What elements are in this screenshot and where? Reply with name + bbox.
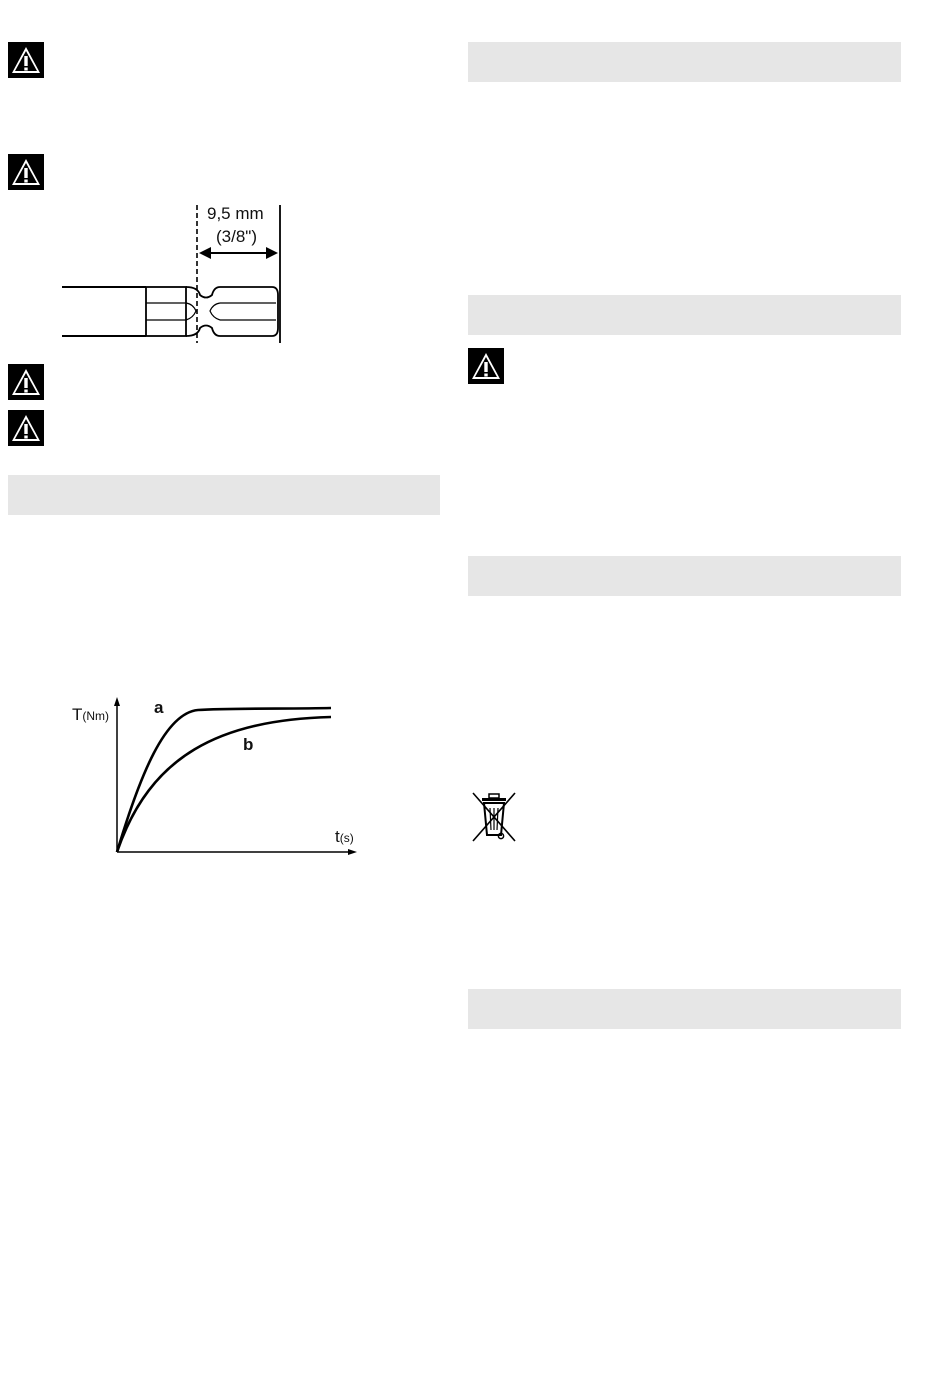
section-header-bar [468,556,901,596]
y-axis-unit: (Nm) [82,709,110,723]
curve-a-label: a [154,698,164,717]
warning-icon [8,42,44,78]
warning-icon [468,348,504,384]
section-header-bar [468,42,901,82]
warning-icon [8,154,44,190]
bit-dimension-figure [60,200,310,345]
x-axis-label: t(s) [335,827,354,846]
y-axis-label: T(Nm) [72,705,110,724]
curve-b-label: b [243,735,254,754]
x-axis-unit: (s) [339,831,354,845]
dimension-imperial-label: (3/8") [216,227,257,246]
warning-icon [8,410,44,446]
torque-time-graph [70,695,370,860]
bit-drawing [60,200,310,345]
dimension-metric-label: 9,5 mm [207,204,264,223]
warning-icon [8,364,44,400]
section-header-bar [8,475,440,515]
curve-a [117,708,331,852]
torque-graph-drawing [70,695,370,860]
crossed-out-wheelie-bin-icon [470,790,518,844]
section-header-bar [468,295,901,335]
section-header-bar [468,989,901,1029]
curve-b [117,717,331,852]
